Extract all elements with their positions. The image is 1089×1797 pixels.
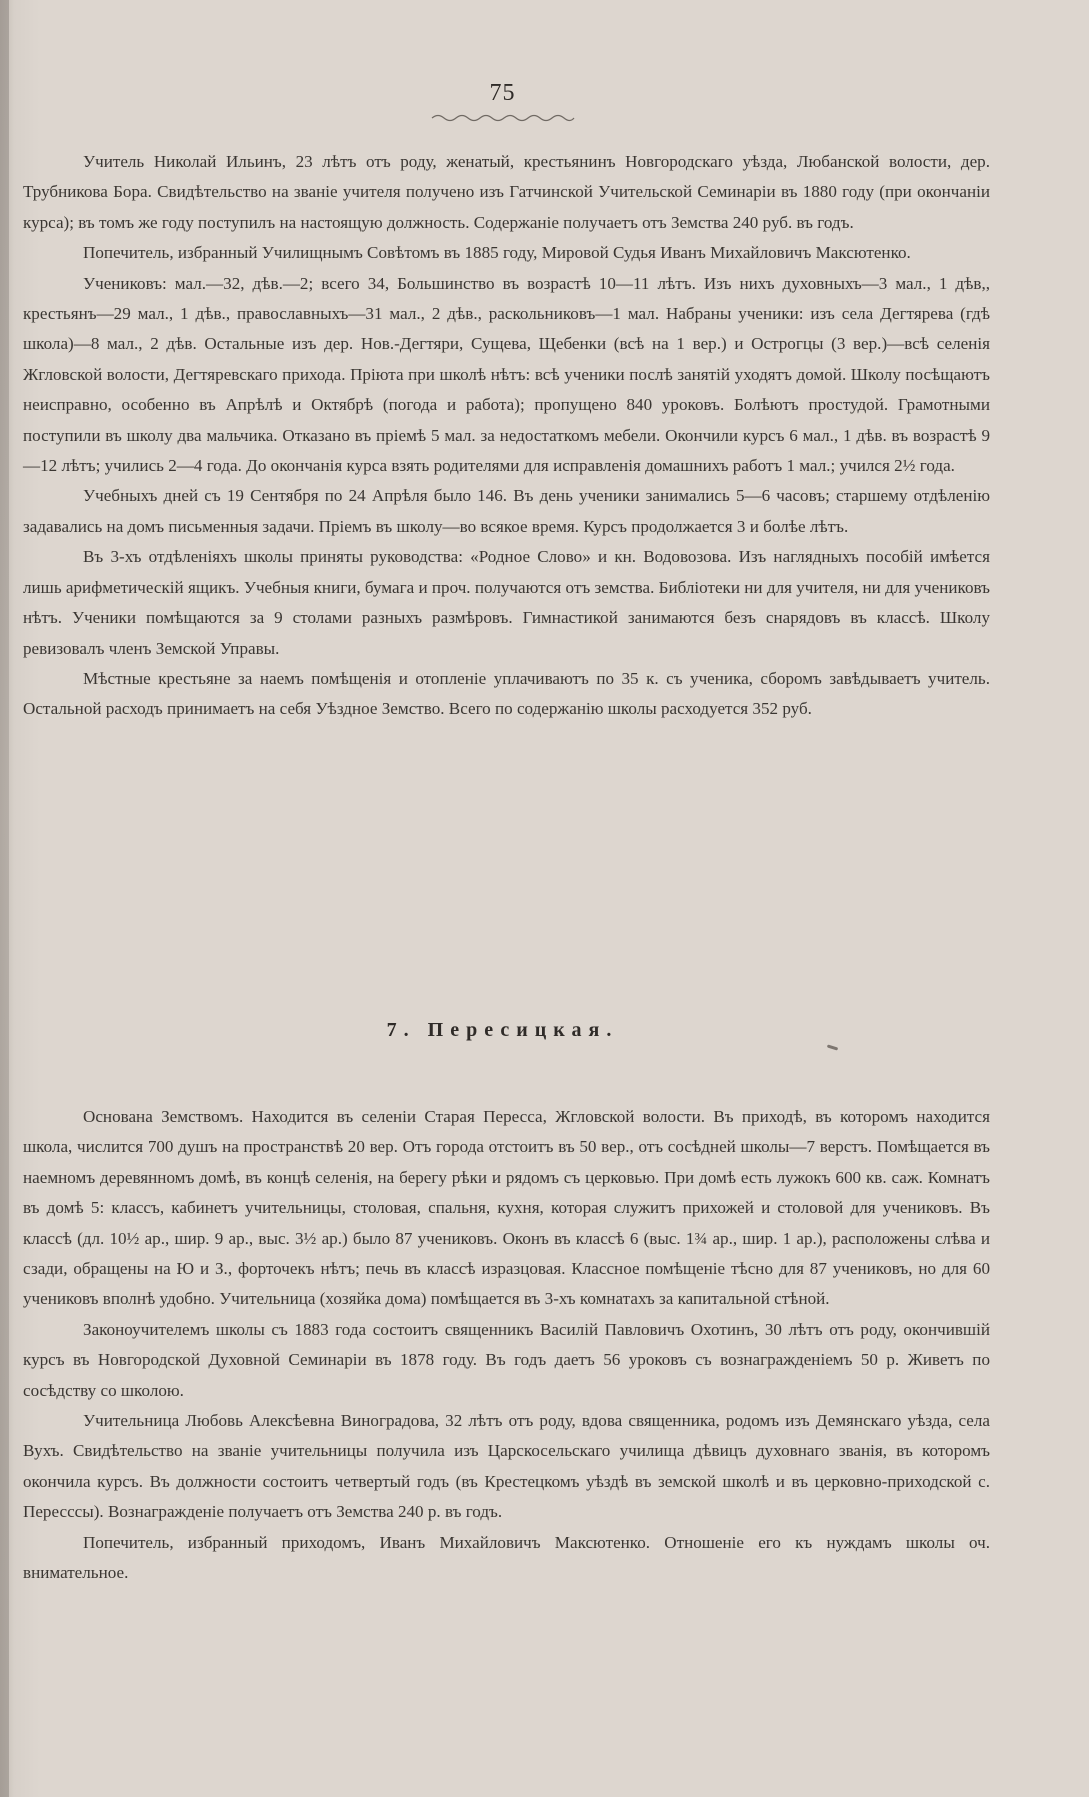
religion-teacher-paragraph: Законоучителемъ школы съ 1883 года состоитъ священникъ Василій Павловичъ Охотинъ, 30 лѣтъ отъ роду, окончившій курсъ въ Новгородской Духовной Семинаріи въ 1878 году. Въ годъ даетъ 56 уроковъ съ вознагражденіемъ 50 р. Живетъ по сосѣдству со школою. xyxy=(23,1319,990,1400)
trustee-paragraph: Попечитель, избранный Училищнымъ Совѣтомъ въ 1885 году, Мировой Судья Иванъ Михайловичъ Максютенко. xyxy=(83,243,911,263)
tilde-ornament-icon xyxy=(430,112,576,122)
expenses-paragraph: Мѣстные крестьяне за наемъ помѣщенія и отопленіе уплачиваютъ по 35 к. съ ученика, сборомъ завѣдываетъ учитель. Остальной расходъ принимаетъ на себя Уѣздное Земство. Всего по содержанію школы расходуется 352 руб. xyxy=(23,668,990,719)
page-number: 75 xyxy=(489,80,516,106)
study-days-paragraph: Учебныхъ дней съ 19 Сентября по 24 Апрѣля было 146. Въ день ученики занимались 5—6 часовъ; старшему отдѣленію задавались на домъ письменныя задачи. Пріемъ въ школу—во всякое время. Курсъ продолжается 3 и болѣе лѣтъ. xyxy=(23,486,990,536)
section-title: 7. Пересицкая. xyxy=(386,1019,619,1041)
trustee-paragraph-bottom: Попечитель, избранный приходомъ, Иванъ Михайловичъ Максютенко. Отношеніе его къ нуждамъ школы оч. внимательное. xyxy=(23,1532,990,1583)
page-spine-shadow xyxy=(0,0,9,1797)
textbooks-paragraph: Въ 3-хъ отдѣленіяхъ школы приняты руководства: «Родное Слово» и кн. Водовозова. Изъ наглядныхъ пособій имѣется лишь арифметическій ящикъ. Учебныя книги, бумага и проч. получаются отъ земства. Библіотеки ни для учителя, ни для учениковъ нѣтъ. Ученики помѣщаются за 9 столами разныхъ размѣровъ. Гимнастикой занимаются безъ снарядовъ въ классѣ. Школу ревизовалъ членъ Земской Управы. xyxy=(23,547,990,658)
school-report-bottom xyxy=(23,1102,990,1589)
pupils-paragraph: Учениковъ: мал.—32, дѣв.—2; всего 34, Большинство въ возрастѣ 10—11 лѣтъ. Изъ нихъ духовныхъ—3 мал., 1 дѣв,, крестьянъ—29 мал., 1 дѣв., православныхъ—31 мал., 2 дѣв., раскольниковъ—1 мал. Набраны ученики: изъ села Дегтярева (гдѣ школа)—8 мал., 2 дѣв. Остальные изъ дер. Нов.-Дегтяри, Сущева, Щебенки (всѣ на 1 вер.) и Острогцы (3 вер.)—всѣ селенія Жгловской волости, Дегтяревскаго прихода. Пріюта при школѣ нѣтъ: всѣ ученики послѣ занятій уходятъ домой. Школу посѣщаютъ неисправно, особенно въ Апрѣлѣ и Октябрѣ (погода и работа); пропущено 840 уроковъ. Болѣютъ простудой. Грамотными поступили въ школу два мальчика. Отказано въ пріемѣ 5 мал. за недостаткомъ мебели. Окончили курсъ 6 мал., 1 дѣв. въ возрастѣ 9—12 лѣтъ; учились 2—4 года. До окончанія курса взять родителями для исправленія домашнихъ работъ 1 мал.; учился 2½ года. xyxy=(23,273,990,476)
ink-speck-mark xyxy=(827,1044,838,1050)
founding-paragraph: Основана Земствомъ. Находится въ селеніи Старая Пересса, Жгловской волости. Въ приходѣ, въ которомъ находится школа, числится 700 душъ на пространствѣ 20 вер. Отъ города отстоитъ въ 50 вер., отъ сосѣдней школы—7 верстъ. Помѣщается въ наемномъ деревянномъ домѣ, въ концѣ селенія, на берегу рѣки и рядомъ съ церковью. При домѣ есть лужокъ 600 кв. саж. Комнатъ въ домѣ 5: классъ, кабинетъ учительницы, столовая, спальня, кухня, которая служитъ прихожей и столовой для учениковъ. Въ классѣ (дл. 10½ ар., шир. 9 ар., выс. 3½ ар.) было 87 учениковъ. Оконъ въ классѣ 6 (выс. 1¾ ар., шир. 1 ар.), расположены слѣва и сзади, обращены на Ю и З., форточекъ нѣтъ; печь въ классѣ изразцовая. Классное помѣщеніе тѣсно для 87 учениковъ, но для 60 учениковъ вполнѣ удобно. Учительница (хозяйка дома) помѣщается въ 3-хъ комнатахъ за капитальной стѣной. xyxy=(23,1107,990,1309)
teacher-paragraph: Учитель Николай Ильинъ, 23 лѣтъ отъ роду, женатый, крестьянинъ Новгородскаго уѣзда, Любанской волости, дер. Трубникова Бора. Свидѣтельство на званіе учителя получено изъ Гатчинской Учительской Семинаріи въ 1880 году (при окончаніи курса); въ томъ же году поступилъ на настоящую должность. Содержаніе получаетъ отъ Земства 240 руб. въ годъ. xyxy=(23,152,990,232)
school-report-top xyxy=(23,147,990,725)
teacher-paragraph-bottom: Учительница Любовь Алексѣевна Виноградова, 32 лѣтъ отъ роду, вдова священника, родомъ изъ Демянскаго уѣзда, села Вухъ. Свидѣтельство на званіе учительницы получила изъ Царскосельскаго училища дѣвицъ духовнаго званія, въ которомъ окончила курсъ. Въ должности состоитъ четвертый годъ (въ Крестецкомъ уѣздѣ въ земской школѣ и въ церковно-приходской с. Пересссы). Вознагражденіе получаетъ отъ Земства 240 р. въ годъ. xyxy=(23,1411,990,1522)
